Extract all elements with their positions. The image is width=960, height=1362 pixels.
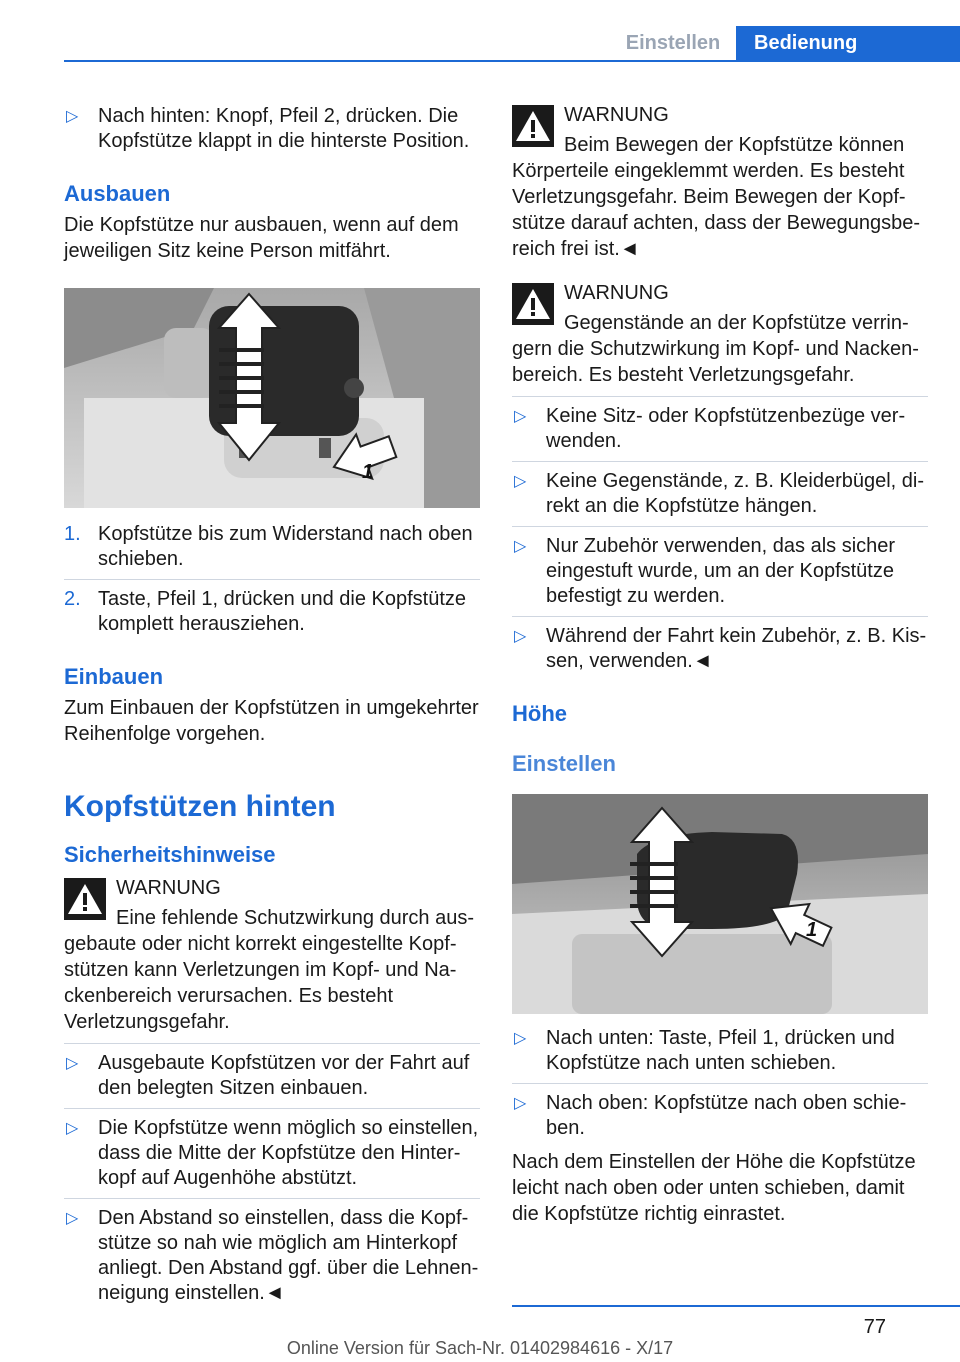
warning-text: gern die Schutzwirkung im Kopf- und Nackenbereich. Es besteht Verletzungsgefahr.: [512, 338, 919, 386]
divider: [64, 579, 480, 580]
divider: [64, 1108, 480, 1109]
list-item: [512, 624, 928, 674]
triangle-bullet-icon: ▷: [66, 1055, 79, 1072]
divider: [512, 461, 928, 462]
photo-label-1: 1: [362, 461, 374, 483]
triangle-bullet-icon: ▷: [66, 1210, 79, 1227]
divider: [64, 1043, 480, 1044]
triangle-bullet-icon: ▷: [514, 1030, 527, 1047]
header-tab-einstellen: Einstellen: [625, 32, 721, 54]
page-header: [64, 26, 960, 62]
headrest-rear-illustration: [512, 794, 928, 1014]
paragraph-ausbauen: Die Kopfstütze nur ausbauen, wenn auf dem jeweiligen Sitz keine Person mitfährt.: [64, 214, 459, 262]
warning-text: Körperteile eingeklemmt werden. Es besteht Verletzungsgefahr. Beim Bewegen der Kopfstütze darauf achten, dass der Bewegungsbereich frei ist.◄: [512, 160, 921, 260]
section-heading: Kopfstützen hinten: [64, 790, 336, 823]
heading-ausbauen: Ausbauen: [64, 181, 171, 206]
headrest-rear-photo: [512, 794, 928, 1014]
headrest-front-photo: [64, 288, 480, 508]
divider: [64, 1198, 480, 1199]
step-text: Taste, Pfeil 1, drücken und die Kopfstütze komplett herausziehen.: [98, 588, 466, 635]
step-text: Kopfstütze bis zum Widerstand nach oben schieben.: [98, 523, 473, 570]
heading-hoehe: Höhe: [512, 701, 567, 726]
triangle-bullet-icon: ▷: [514, 408, 527, 425]
heading-einstellen: Einstellen: [512, 751, 616, 776]
bullet-text: Ausgebaute Kopfstützen vor der Fahrt auf den belegten Sitzen einbauen.: [98, 1052, 470, 1099]
warning-icon: [512, 283, 554, 325]
triangle-bullet-icon: ▷: [514, 1095, 527, 1112]
warning-block: [64, 875, 480, 1035]
list-item: [64, 1206, 480, 1306]
list-item: [512, 534, 928, 609]
page-number: 77: [863, 1316, 886, 1338]
divider: [512, 526, 928, 527]
bullet-text: Nach hinten: Knopf, Pfeil 2, drücken. Die Kopfstütze klappt in die hinterste Position.: [98, 105, 470, 152]
warning-first-line: Eine fehlende Schutzwirkung durch aus-: [116, 907, 474, 929]
list-item: [512, 1026, 928, 1076]
list-item: [64, 1051, 480, 1101]
subheading-sicherheitshinweise: Sicherheitshinweise: [64, 842, 276, 867]
steps-list: [64, 522, 480, 637]
accessory-bullet-list: [512, 396, 928, 674]
list-item: [64, 587, 480, 637]
headrest-front-illustration: [64, 288, 480, 508]
triangle-bullet-icon: ▷: [66, 1120, 79, 1137]
divider: [512, 616, 928, 617]
warning-label: WARNUNG: [116, 877, 221, 899]
triangle-bullet-icon: ▷: [514, 538, 527, 555]
list-item: [64, 104, 480, 154]
bullet-text: Keine Sitz- oder Kopfstützenbezüge verwenden.: [546, 405, 906, 452]
list-item: [512, 404, 928, 454]
list-item: [512, 469, 928, 519]
footer-online-version: Online Version für Sach-Nr. 01402984616 - X/17: [286, 1338, 674, 1358]
heading-einbauen: Einbauen: [64, 664, 164, 689]
warning-block: [512, 102, 928, 262]
warning-text: gebaute oder nicht korrekt eingestellte Kopfstützen kann Verletzungen im Kopf- und Nackenbereich verursachen. Es besteht Verletzungsgefahr.: [64, 933, 457, 1033]
bullet-text: Nach unten: Taste, Pfeil 1, drücken und Kopfstütze nach unten schieben.: [546, 1027, 895, 1074]
list-item: [64, 1116, 480, 1191]
paragraph-einbauen: Zum Einbauen der Kopfstützen in umgekehrter Reihenfolge vorgehen.: [64, 697, 479, 745]
paragraph-final: Nach dem Einstellen der Höhe die Kopfstütze leicht nach oben oder unten schieben, damit die Kopfstütze richtig einrastet.: [512, 1151, 916, 1225]
warning-icon: [64, 878, 106, 920]
divider: [512, 396, 928, 397]
adjust-bullet-list: [512, 1026, 928, 1141]
step-number: 2.: [64, 588, 81, 610]
warning-first-line: Gegenstände an der Kopfstütze verrin-: [564, 312, 909, 334]
bullet-text: Die Kopfstütze wenn möglich so einstellen, dass die Mitte der Kopfstütze den Hinterkopf auf Augenhöhe abstützt.: [98, 1117, 479, 1189]
footer-rule: [512, 1305, 960, 1307]
bullet-text: Den Abstand so einstellen, dass die Kopfstütze so nah wie möglich am Hinterkopf anliegt. Den Abstand ggf. über die Lehnenneigung einstellen.◄: [98, 1207, 479, 1304]
warning-label: WARNUNG: [564, 104, 669, 126]
warning-block: [512, 280, 928, 388]
list-item: [512, 1091, 928, 1141]
bullet-text: Während der Fahrt kein Zubehör, z. B. Kissen, verwenden.◄: [546, 625, 927, 672]
triangle-bullet-icon: ▷: [514, 628, 527, 645]
header-tab-bedienung: Bedienung: [736, 26, 960, 62]
left-column: [64, 96, 480, 1306]
bullet-text: Keine Gegenstände, z. B. Kleiderbügel, direkt an die Kopfstütze hängen.: [546, 470, 925, 517]
warning-first-line: Beim Bewegen der Kopfstütze können: [564, 134, 905, 156]
warning-icon: [512, 105, 554, 147]
step-number: 1.: [64, 523, 81, 545]
bullet-text: Nach oben: Kopfstütze nach oben schieben.: [546, 1092, 907, 1139]
bullet-text: Nur Zubehör verwenden, das als sicher eingestuft wurde, um an der Kopfstütze befestigt zu werden.: [546, 535, 896, 607]
right-column: [512, 96, 928, 1227]
triangle-bullet-icon: ▷: [66, 108, 79, 125]
list-item: [64, 522, 480, 572]
divider: [512, 1083, 928, 1084]
header-rule: [64, 60, 960, 62]
photo-label-1: 1: [806, 919, 818, 941]
warning-label: WARNUNG: [564, 282, 669, 304]
triangle-bullet-icon: ▷: [514, 473, 527, 490]
safety-bullet-list: [64, 1043, 480, 1306]
